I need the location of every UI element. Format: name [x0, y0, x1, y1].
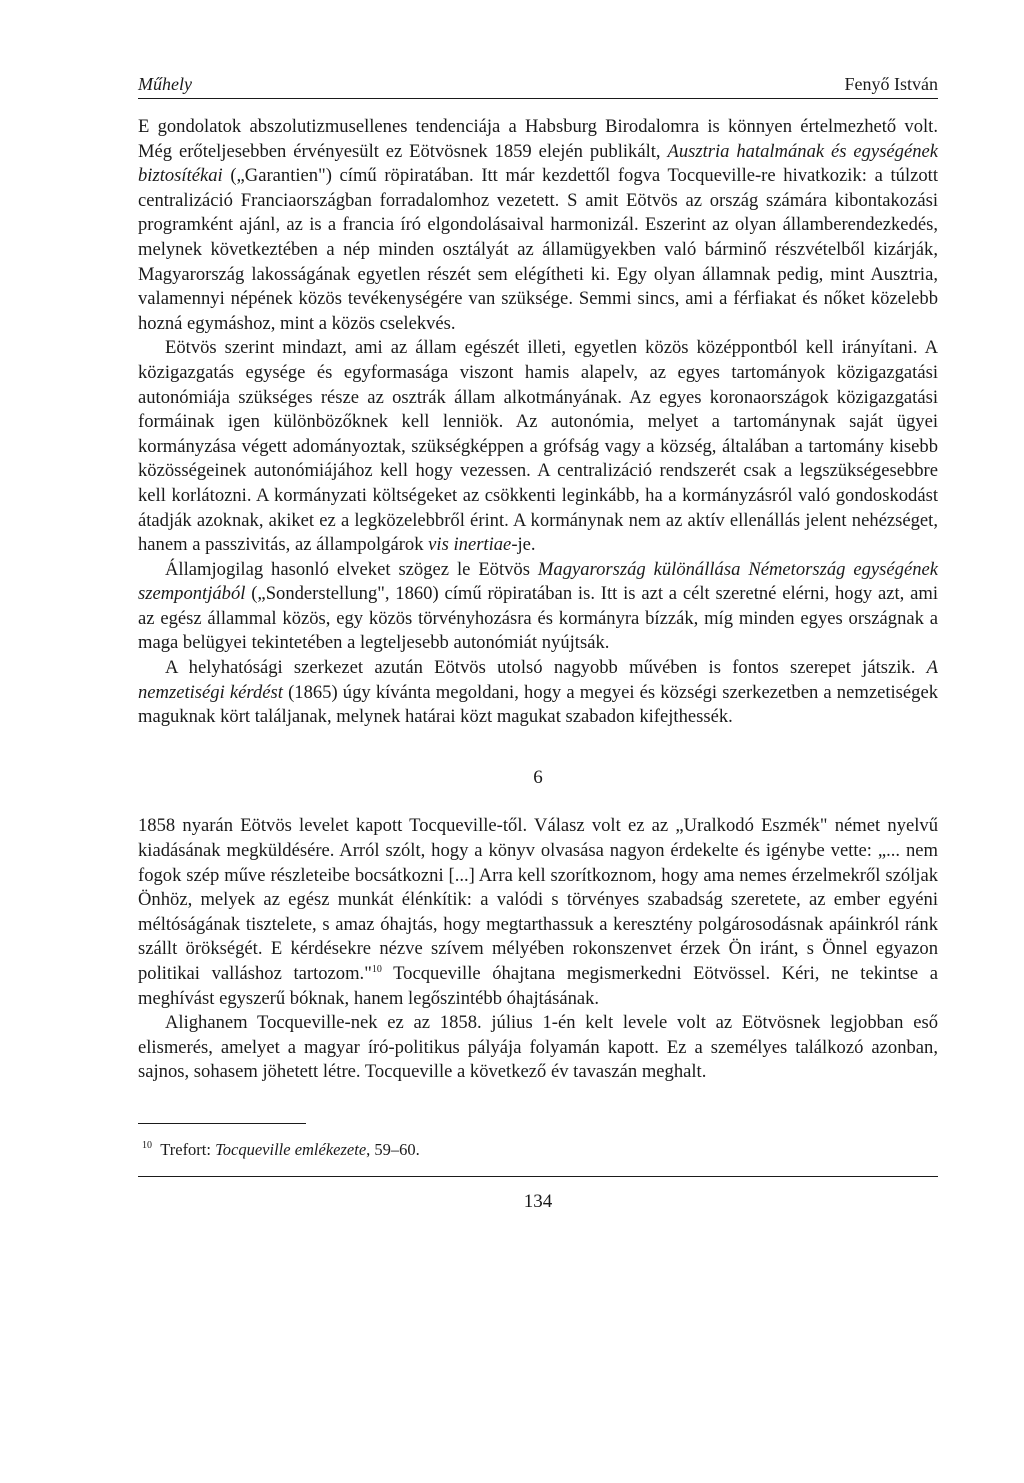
footnote-title: Tocqueville emlékezete [215, 1139, 367, 1159]
paragraph: Eötvös szerint mindazt, ami az állam egészét illeti, egyetlen közös középpontból kell irányítani. A közigazgatás egysége és egyformasága viszont hamis alapelv, az egyes tartományok közigazgatási autonómiája szükséges része az osztrák állam alkotmányának. Az egyes koronaországok közigazgatási formáinak igen különbözőknek kell lenniök. Az autonómia, melyet a tartománynak saját ügyei kormányzása végett adományoztak, szükségképpen a grófság vagy a község, általában a tartomány kisebb közösségeinek autonómiájához kell hogy vezessen. A centralizáció rendszerét csak a legszükségesebbre kell korlátozni. A kormányzati költségeket az csökkenti leginkább, ha a kormányzásról való gondoskodást átadják azoknak, akiket ez a legközelebbről érint. A kormánynak nem az aktív ellenállás jelent nehézséget, hanem a passzivitás, az állampolgárok vis inertiae-je. [138, 337, 938, 556]
document-page [138, 72, 938, 1213]
italic-term: vis inertiae [428, 534, 512, 556]
paragraph: 1858 nyarán Eötvös levelet kapott Tocqueville-től. Válasz volt ez az „Uralkodó Eszmék" német nyelvű kiadásának megküldésére. Arról szólt, hogy a könyv olvasása nagyon érdekelte és igénybe vette: „... nem fogok szép műve részleteibe bocsátkozni [...] Arra kell szorítkoznom, hogy ama nemes érzelmekről szóljak Önhöz, melyek az egész munkát élénkítik: a valódi s törvényes szabadság szeretete, az ember egyéni méltóságának tisztelete, s amaz óhajtás, hogy megtarthassuk a keresztény polgárosodásnak apáinkról ránk szállt örökségét. E kérdésekre nézve szívem mélyében rokonszenvet érzek Ön iránt, s Önnel egyazon politikai valláshoz tartozom."$^{10}$ Tocqueville óhajtana megismerkedni Eötvössel. Kéri, ne tekintse a meghívást egyszerű bóknak, hanem legőszintébb óhajtásának. [138, 815, 939, 1009]
footnote-separator [138, 1123, 306, 1124]
italic-title: A nemzetiségi kérdést [138, 657, 938, 703]
paragraph: A helyhatósági szerkezet azután Eötvös utolsó nagyobb művében is fontos szerepet játszik. A nemzetiségi kérdést (1865) úgy kívánta megoldani, hogy a megyei és községi szerkezetben a nemzetiségek maguknak kört találjanak, melynek határai közt magukat szabadon kifejthessék. [138, 657, 938, 728]
footnote: $^{10}$ Trefort: Tocqueville emlékezete, 59–60. [142, 1139, 420, 1159]
bottom-rule [138, 1176, 938, 1177]
footnote-marker: 10 [142, 1139, 152, 1151]
paragraph: Államjogilag hasonló elveket szögez le Eötvös Magyarország különállása Németország egységének szempontjából („Sonderstellung", 1860) című röpiratában is. Itt is azt a célt szeretné elérni, hogy azt, ami az egész állammal közös, egy közös törvényhozásra és kormányra bízzák, míg minden egyes országnak a maga belügyei tekintetében a legteljesebb autonómiát nyújtsák. [138, 558, 938, 654]
footnote-reference[interactable]: 10 [371, 964, 382, 975]
section-number: 6 [533, 766, 543, 788]
italic-title: Ausztria hatalmának és egységének biztosítékai [138, 140, 938, 187]
running-head [138, 72, 938, 99]
running-head-section: Műhely [138, 74, 192, 94]
italic-title: Magyarország különállása Németország egységének szempontjából [138, 558, 938, 605]
paragraph: Alighanem Tocqueville-nek ez az 1858. július 1-én kelt levele volt az Eötvösnek legjobban eső elismerés, amelyet a magyar író-politikus pályája folyamán kapott. Ez a személyes találkozó azonban, sajnos, sohasem jöhetett létre. Tocqueville a következő év tavaszán meghalt. [138, 1012, 938, 1083]
page-number: 134 [523, 1190, 553, 1212]
paragraph: E gondolatok abszolutizmusellenes tendenciája a Habsburg Birodalomra is könnyen értelmezhető volt. Még erőteljesebben érvényesült ez Eötvösnek 1859 elején publikált, Ausztria hatalmának és egységének biztosítékai („Garantien") című röpiratában. Itt már kezdettől fogva Tocqueville-re hivatkozik: a túlzott centralizáció Franciaországban forradalomhoz vezetett. S amit Eötvös az ország számára kibontakozási programként ajánl, az is a francia író elgondolásaival harmonizál. Eszerint az olyan államberendezkedés, melynek következtében a nép minden osztályát az államügyekben való bárminő részvételből kizárják, Magyarország lakosságának egyetlen részét sem elégítheti ki. Egy olyan államnak pedig, mint Ausztria, valamennyi népének közös tevékenységére van szüksége. Semmi sincs, ami a férfiakat és nőket közelebb hozná egymáshoz, mint a közös cselekvés. [138, 116, 938, 334]
running-head-author: Fenyő István [844, 74, 938, 94]
body-text [138, 115, 938, 1085]
